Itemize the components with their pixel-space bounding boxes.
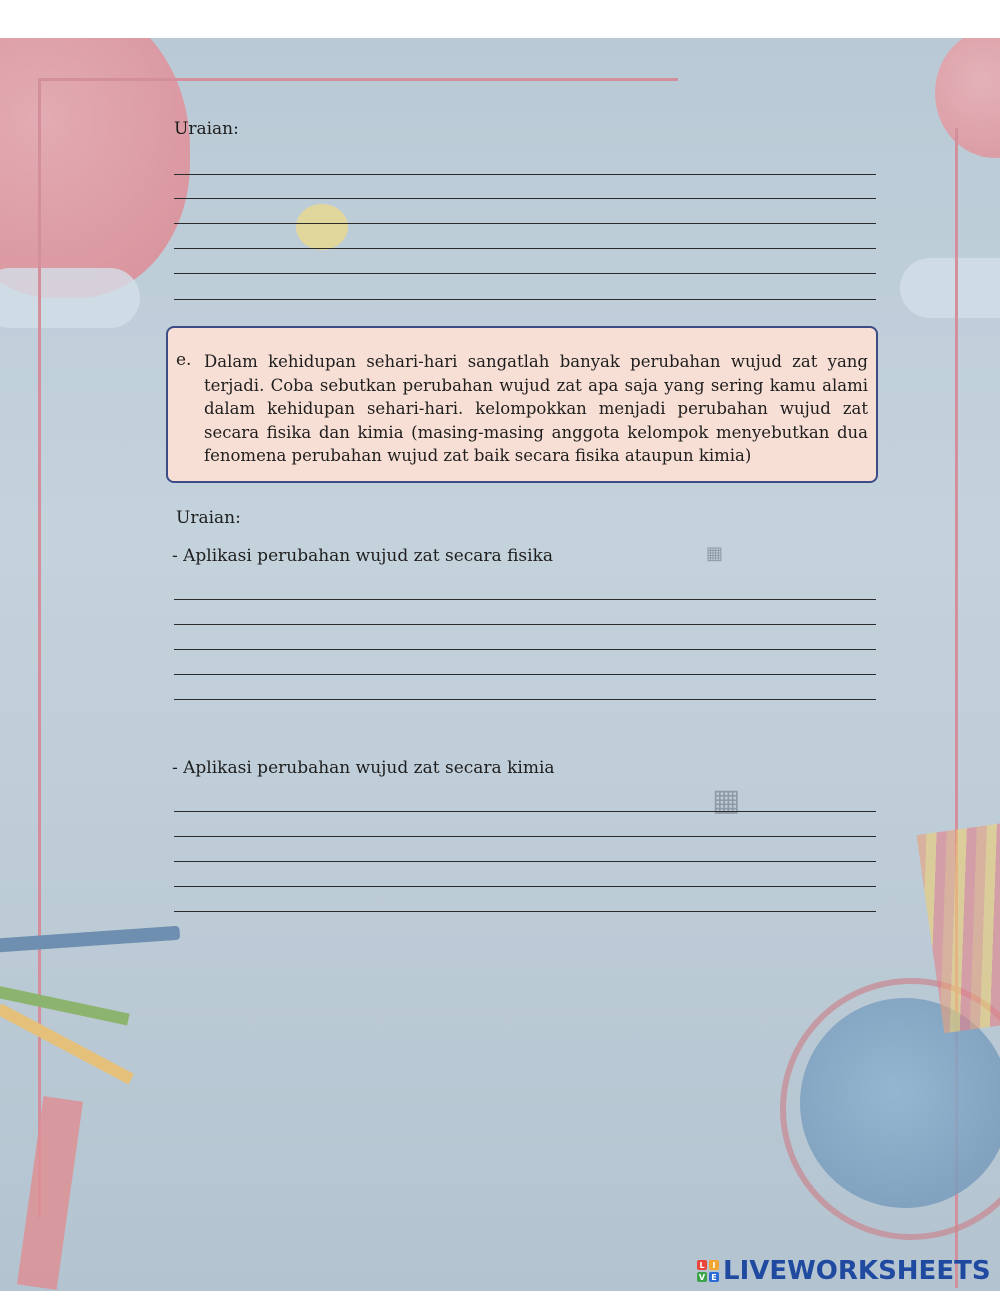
answer-line[interactable]: [174, 248, 876, 249]
answer-line[interactable]: [174, 836, 876, 837]
live-icon: [697, 1260, 719, 1282]
section1-label: Uraian:: [174, 119, 239, 139]
answer-line[interactable]: [174, 811, 876, 812]
answer-line[interactable]: [174, 649, 876, 650]
calculator-icon: ▦: [712, 783, 741, 818]
question-letter: e.: [176, 350, 192, 370]
answer-line[interactable]: [174, 299, 876, 300]
section2-label: Uraian:: [176, 508, 241, 528]
answer-line[interactable]: [174, 699, 876, 700]
answer-line[interactable]: [174, 599, 876, 600]
answer-line[interactable]: [174, 861, 876, 862]
sharpener-icon: ▦: [706, 543, 724, 564]
question-box: [166, 326, 878, 483]
answer-line[interactable]: [174, 886, 876, 887]
answer-line[interactable]: [174, 198, 876, 199]
logo-letter-e: E: [709, 1272, 719, 1282]
logo-letter-v: V: [698, 1272, 706, 1282]
answer-line[interactable]: [174, 174, 876, 175]
fisika-heading: - Aplikasi perubahan wujud zat secara fisika: [172, 546, 554, 566]
liveworksheets-logo[interactable]: [697, 1256, 991, 1286]
logo-letter-i: I: [709, 1260, 719, 1270]
answer-line[interactable]: [174, 911, 876, 912]
answer-line[interactable]: [174, 223, 876, 224]
answer-line[interactable]: [174, 674, 876, 675]
answer-line[interactable]: [174, 273, 876, 274]
logo-letter-l: L: [697, 1260, 707, 1270]
logo-text: LIVEWORKSHEETS: [723, 1256, 991, 1286]
kimia-heading: - Aplikasi perubahan wujud zat secara kimia: [172, 758, 555, 778]
question-text: Dalam kehidupan sehari-hari sangatlah banyak perubahan wujud zat yang terjadi. Coba sebutkan perubahan wujud zat apa saja yang sering kamu alami dalam kehidupan sehari-hari. kelompokkan menjadi perubahan wujud zat secara fisika dan kimia (masing-masing anggota kelompok menyebutkan dua fenomena perubahan wujud zat baik secara fisika ataupun kimia): [204, 352, 868, 465]
answer-line[interactable]: [174, 624, 876, 625]
